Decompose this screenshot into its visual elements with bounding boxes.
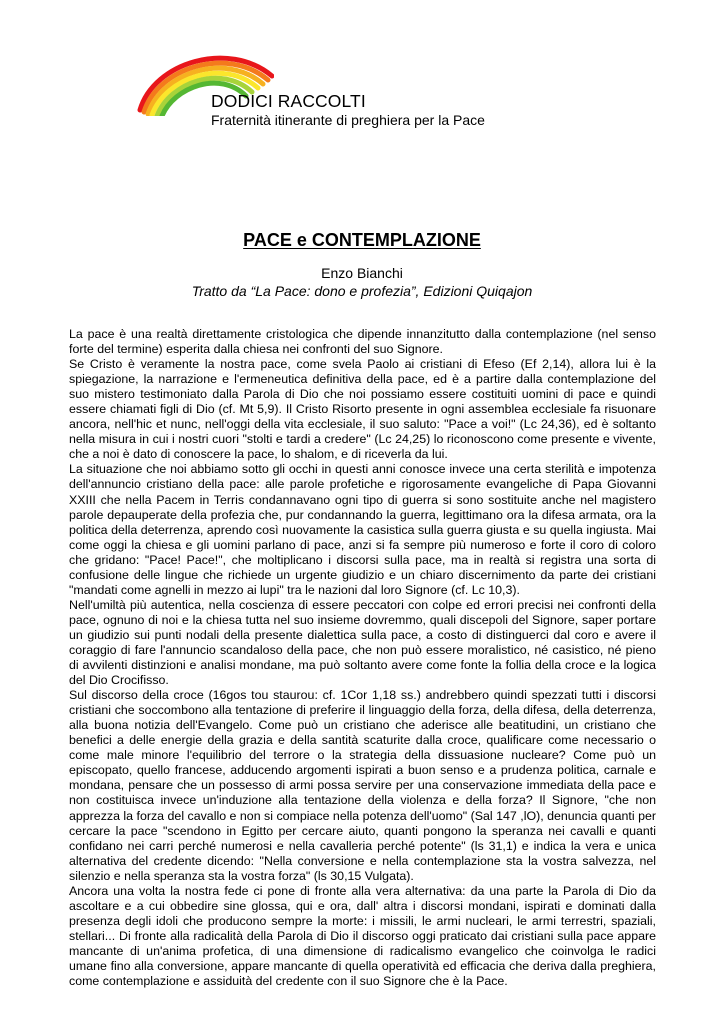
author-name: Enzo Bianchi xyxy=(321,265,403,281)
document-title-wrapper xyxy=(0,229,724,251)
organization-subtitle: Fraternità itinerante di preghiera per la Pace xyxy=(211,112,485,128)
body-paragraph: Sul discorso della croce (16gos tou staurou: cf. 1Cor 1,18 ss.) andrebbero quindi spezzati tutti i discorsi cristiani che soccombono alla tentazione di preferire il linguaggio della forza, della difesa, della deterrenza, alla buona notizia dell'Evangelo. Come può un cristiano che aderisce alle beatitudini, un cristiano che benefici a delle energie della grazia e della santità scaturite dalla croce, qualificare come necessario o come male minore l'equilibrio del terrore o la strategia della dissuasione nucleare? Come può un episcopato, quello francese, adducendo argomenti ispirati a buon senso e a prudenza politica, carnale e mondana, pensare che un possesso di armi possa servire per una conservazione immediata della pace e non costituisca invece un'induzione alla tentazione della violenza e della forza? Il Signore, "che non apprezza la forza del cavallo e non si compiace nella potenza dell'uomo" (Sal 147 ,lO), denuncia quanti per cercare la pace "scendono in Egitto per cercare aiuto, quanti pongono la speranza nei cavalli e quanti confidano nei carri perché numerosi e nella cavalleria perché potente" (ls 31,1) e indica la vera e unica alternativa del credente dicendo: "Nella conversione e nella contemplazione sta la vostra salvezza, nel silenzio e nella speranza sta la vostra forza" (ls 30,15 Vulgata). xyxy=(69,688,656,883)
article-body xyxy=(69,327,656,989)
body-paragraph: Se Cristo è veramente la nostra pace, come svela Paolo ai cristiani di Efeso (Ef 2,14), allora lui è la spiegazione, la narrazione e l'ermeneutica definitiva della pace, ed è a partire dalla contemplazione del suo mistero testimoniato dalla Parola di Dio che noi possiamo essere costituiti uomini di pace e quindi essere chiamati figli di Dio (cf. Mt 5,9). Il Cristo Risorto presente in ogni assemblea ecclesiale fa risuonare ancora, nell'hic et nunc, nell'oggi della vita ecclesiale, il suo saluto: "Pace a voi!" (Lc 24,36), ed è soltanto nella misura in cui i nostri cuori "stolti e tardi a credere" (Lc 24,25) lo riconoscono come presente e vivente, che a noi è dato di conoscere la pace, lo shalom, e di riceverla da lui. xyxy=(69,357,656,462)
body-paragraph: La pace è una realtà direttamente cristologica che dipende innanzitutto dalla contemplazione (nel senso forte del termine) esperita dalla chiesa nei confronti del suo Signore. xyxy=(69,327,656,357)
document-title: PACE e CONTEMPLAZIONE xyxy=(243,230,481,250)
source-citation: Tratto da “La Pace: dono e profezia”, Edizioni Quiqajon xyxy=(191,283,533,299)
body-paragraph: Nell'umiltà più autentica, nella coscienza di essere peccatori con colpe ed errori precisi nei confronti della pace, ognuno di noi e la chiesa tutta nel suo insieme dovremmo, quali discepoli del Signore, saper portare un giudizio sui punti nodali della presente dialettica sulla pace, a costo di distinguerci dal coro e avere il coraggio di fare l'annuncio scandaloso della pace, che non può essere moralistico, né casistico, né pieno di avvilenti distinzioni e analisi mondane, ma può soltanto avere come fonte la follia della croce e la logica del Dio Crocifisso. xyxy=(69,597,656,688)
body-paragraph: La situazione che noi abbiamo sotto gli occhi in questi anni conosce invece una certa sterilità e impotenza dell'annuncio cristiano della pace: alle parole profetiche e rigorosamente evangeliche di Papa Giovanni XXIII che nella Pacem in Terris condannavano ogni tipo di guerra si sono sostituite anche nel magistero parole depauperate della profezia che, pur condannando la guerra, legittimano ora la difesa armata, ora la politica della deterrenza, aprendo così nuovamente la casistica sulla guerra giusta e su quella ingiusta. Mai come oggi la chiesa e gli uomini parlano di pace, anzi si fa sempre più numeroso e forte il coro di coloro che gridano: "Pace! Pace!", che moltiplicano i discorsi sulla pace, ma in realtà si registra una sorta di confusione delle lingue che richiede un urgente giudizio e un chiaro discernimento da parte dei cristiani "mandati come agnelli in mezzo ai lupi" tra le nazioni dal loro Signore (cf. Lc 10,3). xyxy=(69,462,656,597)
organization-header xyxy=(211,91,485,129)
organization-name: DODICI RACCOLTI xyxy=(211,91,366,111)
body-paragraph: Ancora una volta la nostra fede ci pone di fronte alla vera alternativa: da una parte la Parola di Dio da ascoltare e a cui obbedire sine glossa, qui e ora, dall' altra i discorsi mondani, ispirati e dominati dalla presenza degli idoli che producono sempre la morte: i missili, le armi nucleari, le armi terrestri, spaziali, stellari... Di fronte alla radicalità della Parola di Dio il discorso oggi praticato dai cristiani sulla pace appare mancante di un'anima profetica, di una dimensione di radicalismo evangelico che coinvolga le radici umane fino alla conversione, appare mancante di quella operatività ed efficacia che deriva dalla preghiera, come contemplazione e assiduità del credente con il suo Signore che è la Pace. xyxy=(69,883,656,989)
